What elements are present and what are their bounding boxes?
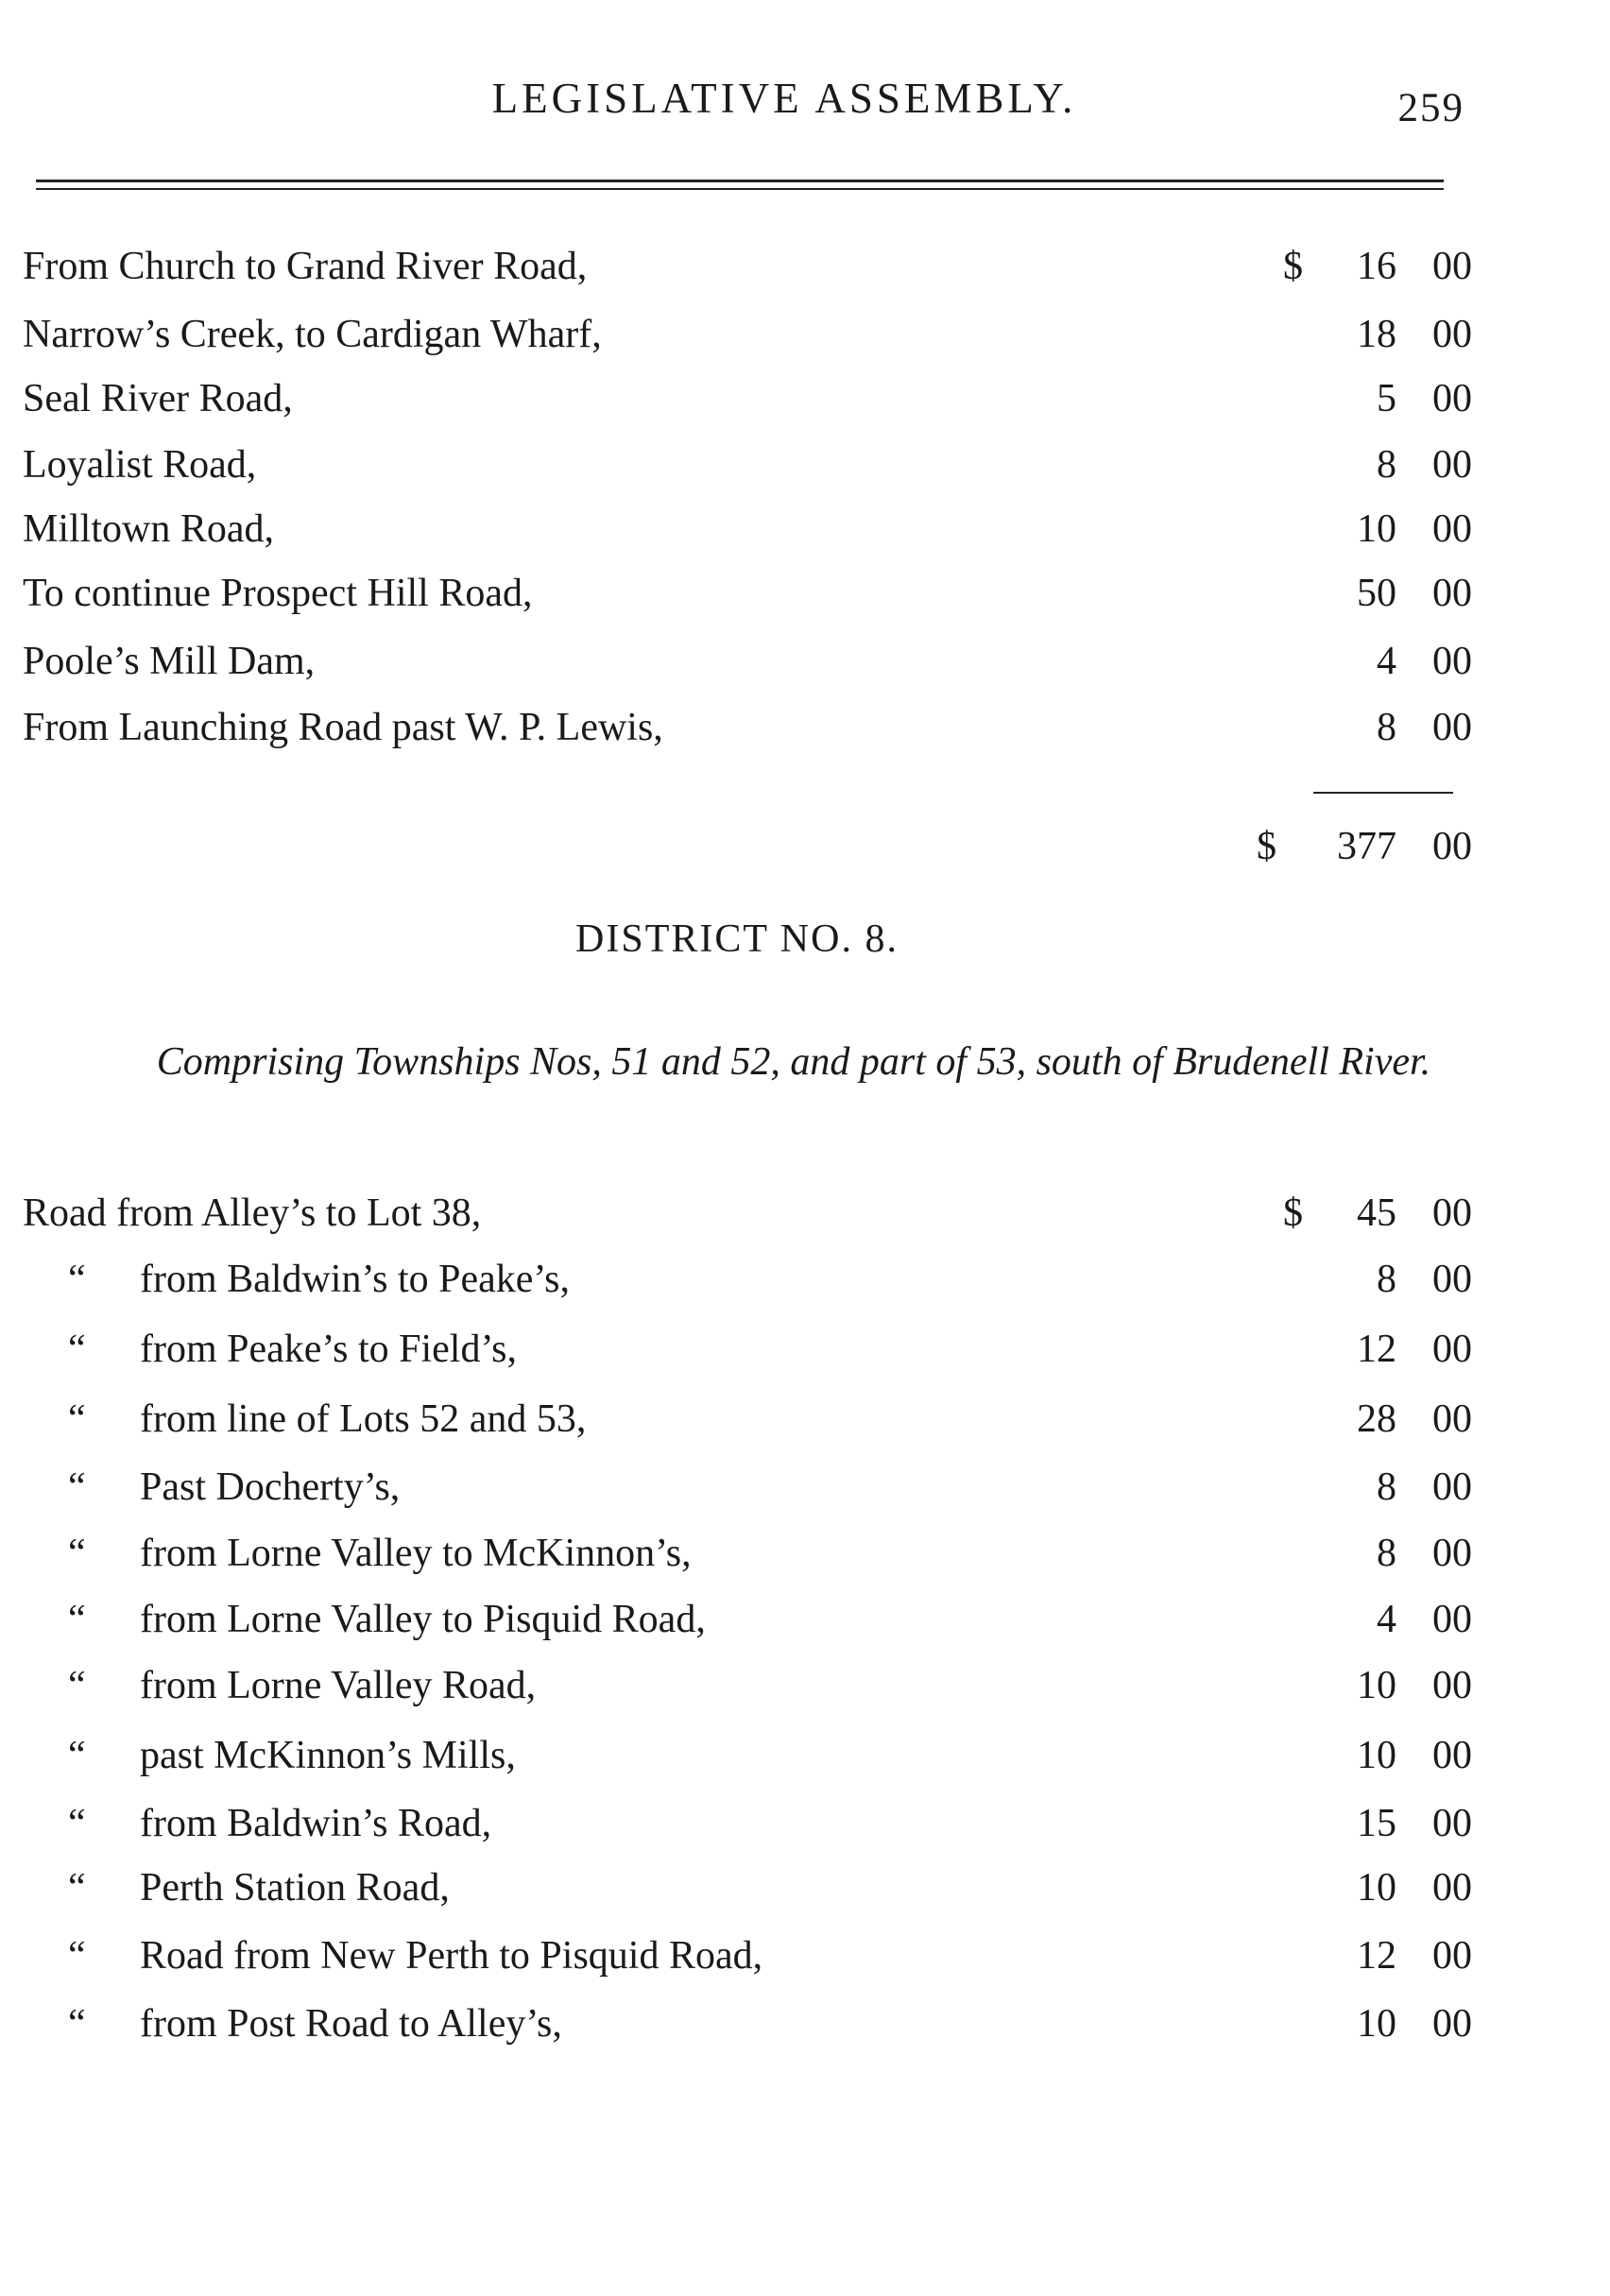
item-dollars: 28: [1357, 1397, 1396, 1441]
item-label: from Lorne Valley Road,: [140, 1664, 537, 1707]
district-subtitle: Comprising Townships Nos, 51 and 52, and part of 53, south of Brudenell River.: [156, 1040, 1431, 1084]
item-label: To continue Prospect Hill Road,: [23, 572, 533, 615]
item-cents: 00: [1432, 1802, 1472, 1845]
header-rule: [36, 180, 1444, 182]
list-item: [23, 639, 1472, 695]
district-heading: DISTRICT NO. 8.: [575, 917, 899, 961]
item-dollars: 12: [1357, 1328, 1396, 1371]
item-cents: 00: [1432, 313, 1472, 356]
dollar-sign: $: [1283, 245, 1303, 288]
item-cents: 00: [1432, 1734, 1472, 1777]
item-label: Past Docherty’s,: [140, 1465, 401, 1509]
ditto-mark: “: [68, 1328, 86, 1371]
list-item: [23, 1191, 1472, 1247]
ditto-mark: “: [68, 1258, 86, 1301]
item-label: Poole’s Mill Dam,: [23, 640, 316, 683]
item-cents: 00: [1432, 377, 1472, 420]
item-dollars: 12: [1357, 1934, 1396, 1978]
item-label: Road from New Perth to Pisquid Road,: [140, 1934, 763, 1978]
item-label: from Lorne Valley to McKinnon’s,: [140, 1532, 692, 1575]
item-cents: 00: [1432, 1598, 1472, 1641]
list-item: [23, 312, 1472, 368]
item-dollars: 8: [1377, 1532, 1396, 1575]
item-dollars: 8: [1377, 1258, 1396, 1301]
item-dollars: 18: [1357, 313, 1396, 356]
item-cents: 00: [1432, 245, 1472, 288]
ditto-mark: “: [68, 2002, 86, 2046]
item-label: from Peake’s to Field’s,: [140, 1328, 517, 1371]
item-dollars: 50: [1357, 572, 1396, 615]
list-item: [23, 1733, 1472, 1790]
item-cents: 00: [1432, 443, 1472, 487]
list-item: [23, 1396, 1472, 1453]
ditto-mark: “: [68, 1532, 86, 1575]
item-cents: 00: [1432, 1191, 1472, 1235]
item-cents: 00: [1432, 2002, 1472, 2046]
ditto-mark: “: [68, 1866, 86, 1910]
item-cents: 00: [1432, 640, 1472, 683]
item-cents: 00: [1432, 1328, 1472, 1371]
item-cents: 00: [1432, 1258, 1472, 1301]
running-title: LEGISLATIVE ASSEMBLY.: [491, 75, 1077, 122]
ditto-mark: “: [68, 1465, 86, 1509]
list-item: [23, 1531, 1472, 1587]
item-label: Milltown Road,: [23, 507, 275, 551]
ditto-mark: “: [68, 1664, 86, 1707]
header-rule-secondary: [36, 188, 1444, 190]
running-head: [0, 74, 1610, 130]
list-item: [23, 571, 1472, 627]
list-item: [23, 1597, 1472, 1653]
item-label: from Baldwin’s to Peake’s,: [140, 1258, 570, 1301]
item-label: from Lorne Valley to Pisquid Road,: [140, 1598, 706, 1641]
ditto-mark: “: [68, 1598, 86, 1641]
item-label: from Post Road to Alley’s,: [140, 2002, 562, 2046]
ditto-mark: “: [68, 1734, 86, 1777]
list-item: [23, 1933, 1472, 1990]
item-dollars: 8: [1377, 1465, 1396, 1509]
item-dollars: 10: [1357, 1734, 1396, 1777]
list-item: [23, 1801, 1472, 1858]
item-dollars: 8: [1377, 706, 1396, 749]
list-item: [23, 705, 1472, 762]
item-label: Road from Alley’s to Lot 38,: [23, 1191, 482, 1235]
item-cents: 00: [1432, 1532, 1472, 1575]
item-label: Narrow’s Creek, to Cardigan Wharf,: [23, 313, 602, 356]
item-dollars: 15: [1357, 1802, 1396, 1845]
item-dollars: 4: [1377, 1598, 1396, 1641]
list-item: [23, 1465, 1472, 1521]
item-label: Seal River Road,: [23, 377, 293, 420]
ditto-mark: “: [68, 1802, 86, 1845]
item-cents: 00: [1432, 1397, 1472, 1441]
item-cents: 00: [1432, 1664, 1472, 1707]
item-cents: 00: [1432, 1866, 1472, 1910]
item-cents: 00: [1432, 1465, 1472, 1509]
item-label: Loyalist Road,: [23, 443, 257, 487]
item-cents: 00: [1432, 1934, 1472, 1978]
item-label: past McKinnon’s Mills,: [140, 1734, 516, 1777]
list-item: [23, 1663, 1472, 1720]
list-item: [23, 1327, 1472, 1383]
item-dollars: 10: [1357, 2002, 1396, 2046]
item-dollars: 5: [1377, 377, 1396, 420]
list-item: [23, 1865, 1472, 1922]
item-label: from Baldwin’s Road,: [140, 1802, 492, 1845]
list-item: [23, 506, 1472, 563]
item-label: From Church to Grand River Road,: [23, 245, 588, 288]
item-cents: 00: [1432, 706, 1472, 749]
dollar-sign: $: [1283, 1191, 1303, 1235]
list-item: [23, 376, 1472, 433]
item-label: From Launching Road past W. P. Lewis,: [23, 706, 663, 749]
item-cents: 00: [1432, 507, 1472, 551]
total-rule: [1313, 792, 1453, 794]
list-item: [23, 244, 1472, 300]
list-item: [23, 2001, 1472, 2058]
item-dollars: 10: [1357, 1664, 1396, 1707]
total-row: [23, 824, 1472, 881]
page-number: 259: [1397, 86, 1464, 130]
item-dollars: 45: [1357, 1191, 1396, 1235]
ditto-mark: “: [68, 1934, 86, 1978]
item-cents: 00: [1432, 572, 1472, 615]
total-dollars: 377: [1337, 825, 1396, 868]
ditto-mark: “: [68, 1397, 86, 1441]
dollar-sign: $: [1257, 825, 1276, 868]
total-cents: 00: [1432, 825, 1472, 868]
list-item: [23, 442, 1472, 499]
item-dollars: 8: [1377, 443, 1396, 487]
item-dollars: 16: [1357, 245, 1396, 288]
item-dollars: 10: [1357, 507, 1396, 551]
item-label: Perth Station Road,: [140, 1866, 450, 1910]
item-dollars: 10: [1357, 1866, 1396, 1910]
item-dollars: 4: [1377, 640, 1396, 683]
list-item: [23, 1257, 1472, 1313]
item-label: from line of Lots 52 and 53,: [140, 1397, 587, 1441]
